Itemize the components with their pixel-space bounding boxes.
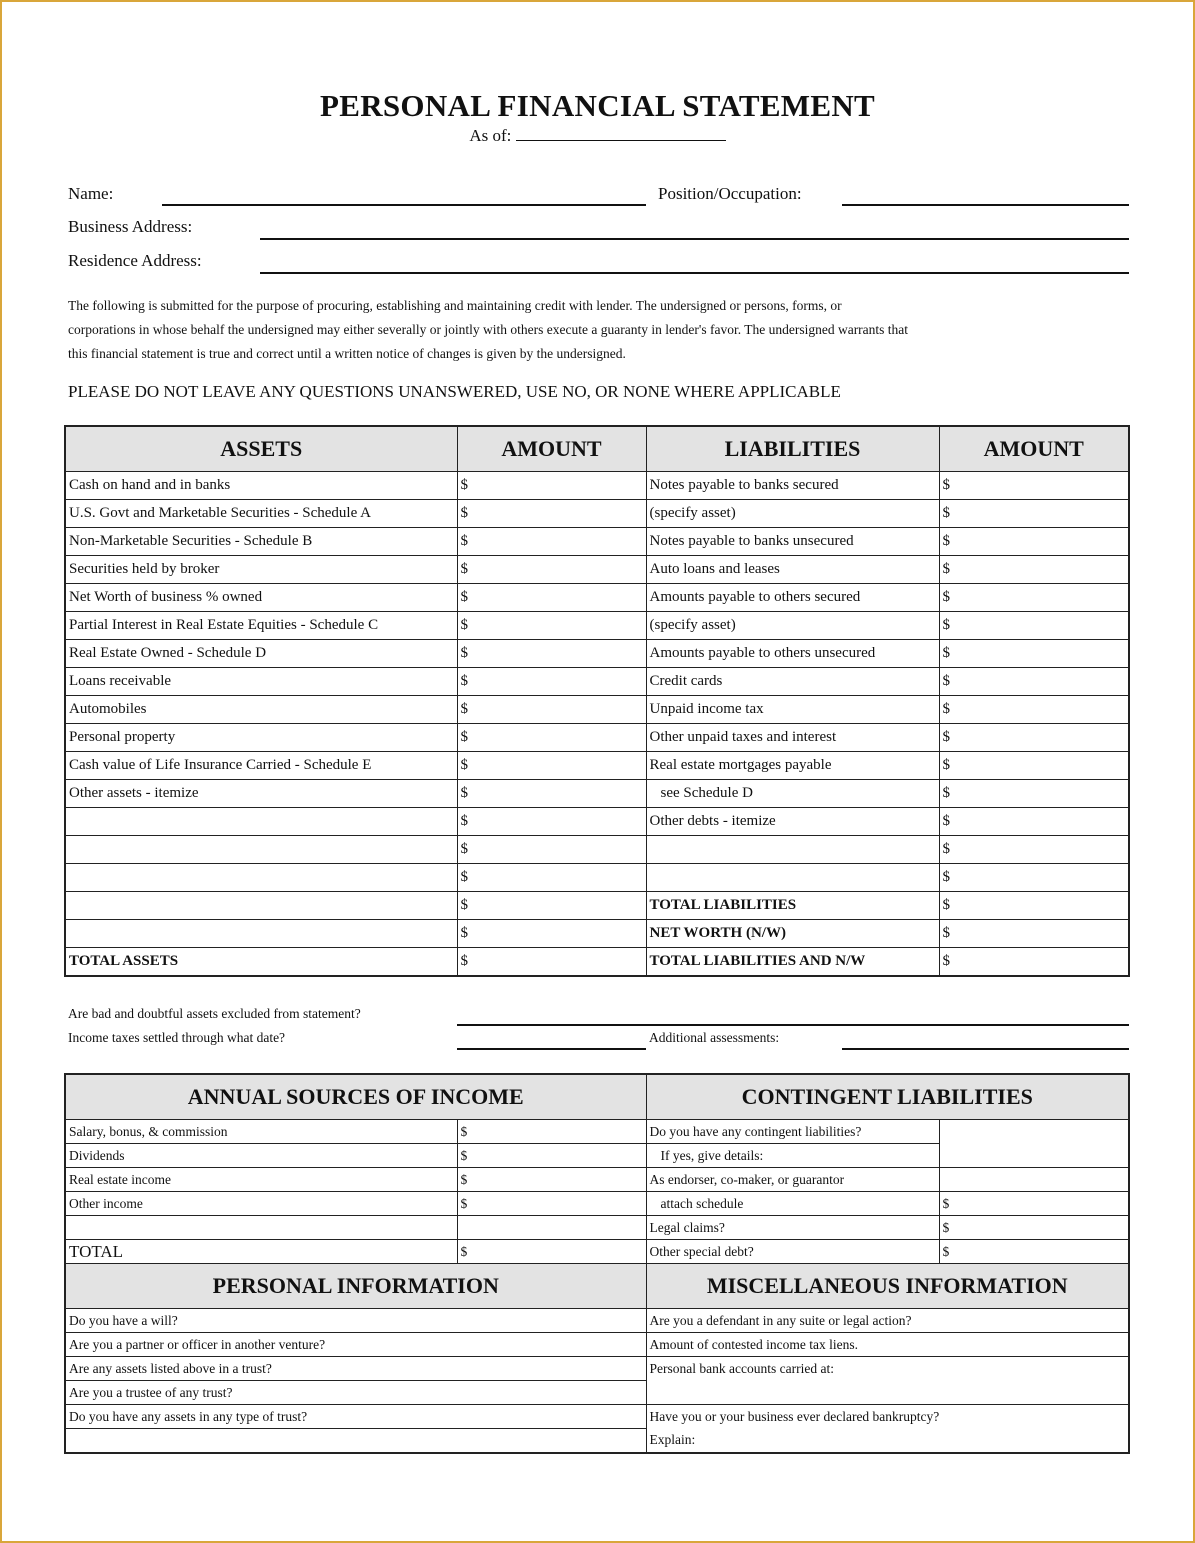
liability-amount[interactable]: $ [939, 892, 1129, 920]
table-row [65, 584, 1129, 612]
intro-line: this financial statement is true and correct until a written notice of changes is given by the undersigned. [68, 346, 626, 361]
asset-label: Cash on hand and in banks [65, 472, 457, 500]
balance-sheet-table [64, 425, 1130, 977]
asset-label[interactable] [65, 892, 457, 920]
table-row [65, 780, 1129, 808]
endorser-blank[interactable] [939, 1168, 1129, 1192]
bad-assets-line[interactable] [457, 1024, 1129, 1026]
intro-line: The following is submitted for the purpose of procuring, establishing and maintaining credit with lender. The undersigned or persons, forms, or [68, 298, 842, 313]
as-of-field[interactable] [0, 126, 1195, 146]
liability-label: Auto loans and leases [646, 556, 939, 584]
asset-label[interactable] [65, 920, 457, 948]
table-row [65, 696, 1129, 724]
asset-amount[interactable]: $ [457, 920, 646, 948]
business-address-line[interactable] [260, 238, 1129, 240]
real-estate-income-label: Real estate income [65, 1168, 457, 1192]
real-estate-income-amount[interactable]: $ [457, 1168, 646, 1192]
as-of-line[interactable] [516, 126, 726, 141]
liability-label: Unpaid income tax [646, 696, 939, 724]
income-contingent-table [64, 1073, 1130, 1454]
asset-label: Automobiles [65, 696, 457, 724]
asset-amount[interactable]: $ [457, 640, 646, 668]
liabilities-header: LIABILITIES [646, 426, 939, 472]
contingent-header: CONTINGENT LIABILITIES [646, 1074, 1129, 1120]
amount-header: AMOUNT [457, 426, 646, 472]
special-debt-amount[interactable]: $ [939, 1240, 1129, 1264]
asset-amount[interactable]: $ [457, 724, 646, 752]
intro-line: corporations in whose behalf the undersigned may either severally or jointly with others execute a guaranty in lender's favor. The undersigned warrants that [68, 322, 909, 337]
table-row [65, 724, 1129, 752]
table-row [65, 836, 1129, 864]
liability-label: Notes payable to banks secured [646, 472, 939, 500]
asset-amount[interactable]: $ [457, 948, 646, 977]
personal-blank[interactable] [65, 1429, 646, 1454]
page-title: PERSONAL FINANCIAL STATEMENT [319, 88, 876, 123]
misc-header: MISCELLANEOUS INFORMATION [646, 1264, 1129, 1309]
liability-amount[interactable]: $ [939, 808, 1129, 836]
endorser-amount[interactable]: $ [939, 1192, 1129, 1216]
liability-amount[interactable]: $ [939, 752, 1129, 780]
amount-header: AMOUNT [939, 426, 1129, 472]
table-row [65, 1192, 1129, 1216]
asset-label: TOTAL ASSETS [65, 948, 457, 977]
will-question[interactable]: Do you have a will? [65, 1309, 646, 1333]
position-label: Position/Occupation: [658, 184, 802, 203]
contested-liens-question[interactable]: Amount of contested income tax liens. [646, 1333, 1129, 1357]
notice-text: PLEASE DO NOT LEAVE ANY QUESTIONS UNANSWERED, USE NO, OR NONE WHERE APPLICABLE [68, 382, 841, 401]
defendant-question[interactable]: Are you a defendant in any suite or legal action? [646, 1309, 1129, 1333]
liability-label: (specify asset) [646, 500, 939, 528]
business-address-label: Business Address: [68, 217, 193, 236]
liability-label[interactable] [646, 836, 939, 864]
any-trust-question[interactable]: Do you have any assets in any type of trust? [65, 1405, 646, 1429]
residence-address-line[interactable] [260, 272, 1129, 274]
table-row [65, 556, 1129, 584]
liability-label: Real estate mortgages payable [646, 752, 939, 780]
income-total-label: TOTAL [65, 1240, 457, 1264]
liability-amount[interactable]: $ [939, 612, 1129, 640]
explain-label: Explain: [649, 1432, 696, 1447]
liability-amount[interactable]: $ [939, 584, 1129, 612]
asset-label: Real Estate Owned - Schedule D [65, 640, 457, 668]
liability-label: Other debts - itemize [646, 808, 939, 836]
liability-label: (specify asset) [646, 612, 939, 640]
liability-amount[interactable]: $ [939, 472, 1129, 500]
name-line[interactable] [162, 204, 646, 206]
asset-amount[interactable]: $ [457, 752, 646, 780]
asset-label[interactable] [65, 808, 457, 836]
intro-paragraph [68, 294, 1128, 366]
table-row [65, 1333, 1129, 1357]
bankruptcy-question[interactable] [646, 1405, 1129, 1454]
asset-amount[interactable]: $ [457, 780, 646, 808]
income-taxes-line[interactable] [457, 1048, 646, 1050]
liability-label: TOTAL LIABILITIES AND N/W [646, 948, 939, 977]
asset-label: Cash value of Life Insurance Carried - Schedule E [65, 752, 457, 780]
asset-label: U.S. Govt and Marketable Securities - Schedule A [65, 500, 457, 528]
table-row [65, 892, 1129, 920]
liability-label: TOTAL LIABILITIES [646, 892, 939, 920]
table-row [65, 500, 1129, 528]
asset-amount[interactable]: $ [457, 472, 646, 500]
table-row [65, 472, 1129, 500]
income-taxes-question: Income taxes settled through what date? [68, 1030, 286, 1045]
table-row [65, 1216, 1129, 1240]
table-row [65, 1120, 1129, 1144]
liability-label: see Schedule D [646, 780, 939, 808]
dividends-label: Dividends [65, 1144, 457, 1168]
table-row [65, 528, 1129, 556]
position-line[interactable] [842, 204, 1129, 206]
table-row [65, 668, 1129, 696]
liability-amount[interactable]: $ [939, 864, 1129, 892]
partner-question[interactable]: Are you a partner or officer in another venture? [65, 1333, 646, 1357]
asset-amount[interactable]: $ [457, 612, 646, 640]
liability-amount[interactable]: $ [939, 836, 1129, 864]
liability-label: Notes payable to banks unsecured [646, 528, 939, 556]
asset-amount[interactable]: $ [457, 584, 646, 612]
liability-amount[interactable]: $ [939, 724, 1129, 752]
salary-label: Salary, bonus, & commission [65, 1120, 457, 1144]
bankruptcy-label: Have you or your business ever declared bankruptcy? [649, 1409, 940, 1424]
asset-amount[interactable]: $ [457, 528, 646, 556]
salary-amount[interactable]: $ [457, 1120, 646, 1144]
liability-amount[interactable]: $ [939, 528, 1129, 556]
attach-schedule-label: attach schedule [646, 1192, 939, 1216]
liability-label: Credit cards [646, 668, 939, 696]
asset-label: Securities held by broker [65, 556, 457, 584]
assets-header: ASSETS [65, 426, 457, 472]
liability-label: NET WORTH (N/W) [646, 920, 939, 948]
asset-label: Non-Marketable Securities - Schedule B [65, 528, 457, 556]
liability-amount[interactable]: $ [939, 696, 1129, 724]
asset-amount[interactable]: $ [457, 668, 646, 696]
asset-label: Personal property [65, 724, 457, 752]
asset-amount[interactable]: $ [457, 696, 646, 724]
liability-amount[interactable]: $ [939, 556, 1129, 584]
table-row [65, 640, 1129, 668]
asset-label: Partial Interest in Real Estate Equities - Schedule C [65, 612, 457, 640]
asset-label[interactable] [65, 836, 457, 864]
table-row [65, 1168, 1129, 1192]
trust-assets-question[interactable]: Are any assets listed above in a trust? [65, 1357, 646, 1381]
table-row [65, 1309, 1129, 1333]
personal-header: PERSONAL INFORMATION [65, 1264, 646, 1309]
additional-assessments-label: Additional assessments: [649, 1030, 780, 1045]
income-blank[interactable] [65, 1216, 457, 1240]
other-income-label: Other income [65, 1192, 457, 1216]
table-row [65, 752, 1129, 780]
trustee-question[interactable]: Are you a trustee of any trust? [65, 1381, 646, 1405]
special-debt-label: Other special debt? [646, 1240, 939, 1264]
asset-label: Other assets - itemize [65, 780, 457, 808]
table-row [65, 1357, 1129, 1381]
table-row [65, 612, 1129, 640]
legal-claims-label: Legal claims? [646, 1216, 939, 1240]
liability-label: Amounts payable to others unsecured [646, 640, 939, 668]
table-row [65, 1240, 1129, 1264]
asset-label: Loans receivable [65, 668, 457, 696]
asset-amount[interactable]: $ [457, 892, 646, 920]
table-row [65, 864, 1129, 892]
income-blank-amount[interactable] [457, 1216, 646, 1240]
liability-label: Amounts payable to others secured [646, 584, 939, 612]
liability-amount[interactable]: $ [939, 500, 1129, 528]
bad-assets-question: Are bad and doubtful assets excluded from statement? [68, 1006, 361, 1021]
income-header: ANNUAL SOURCES OF INCOME [65, 1074, 646, 1120]
endorser-label: As endorser, co-maker, or guarantor [646, 1168, 939, 1192]
dividends-amount[interactable]: $ [457, 1144, 646, 1168]
as-of-label: As of: [469, 126, 512, 145]
contingent-answer[interactable] [939, 1120, 1129, 1168]
name-label: Name: [68, 184, 114, 203]
table-row [65, 808, 1129, 836]
asset-label[interactable] [65, 864, 457, 892]
bank-accounts-question[interactable]: Personal bank accounts carried at: [646, 1357, 1129, 1405]
asset-amount[interactable]: $ [457, 556, 646, 584]
liability-amount[interactable]: $ [939, 668, 1129, 696]
table-row [65, 1405, 1129, 1429]
table-row [65, 948, 1129, 977]
asset-amount[interactable]: $ [457, 500, 646, 528]
residence-address-label: Residence Address: [68, 251, 202, 270]
liability-amount[interactable]: $ [939, 780, 1129, 808]
table-row [65, 920, 1129, 948]
asset-label: Net Worth of business % owned [65, 584, 457, 612]
other-income-amount[interactable]: $ [457, 1192, 646, 1216]
liability-amount[interactable]: $ [939, 948, 1129, 977]
contingent-question: Do you have any contingent liabilities? [646, 1120, 939, 1144]
liability-label: Other unpaid taxes and interest [646, 724, 939, 752]
asset-amount[interactable]: $ [457, 836, 646, 864]
asset-amount[interactable]: $ [457, 864, 646, 892]
contingent-details-label: If yes, give details: [646, 1144, 939, 1168]
liability-amount[interactable]: $ [939, 640, 1129, 668]
income-total-amount[interactable]: $ [457, 1240, 646, 1264]
liability-label[interactable] [646, 864, 939, 892]
liability-amount[interactable]: $ [939, 920, 1129, 948]
additional-assessments-line[interactable] [842, 1048, 1129, 1050]
asset-amount[interactable]: $ [457, 808, 646, 836]
legal-claims-amount[interactable]: $ [939, 1216, 1129, 1240]
